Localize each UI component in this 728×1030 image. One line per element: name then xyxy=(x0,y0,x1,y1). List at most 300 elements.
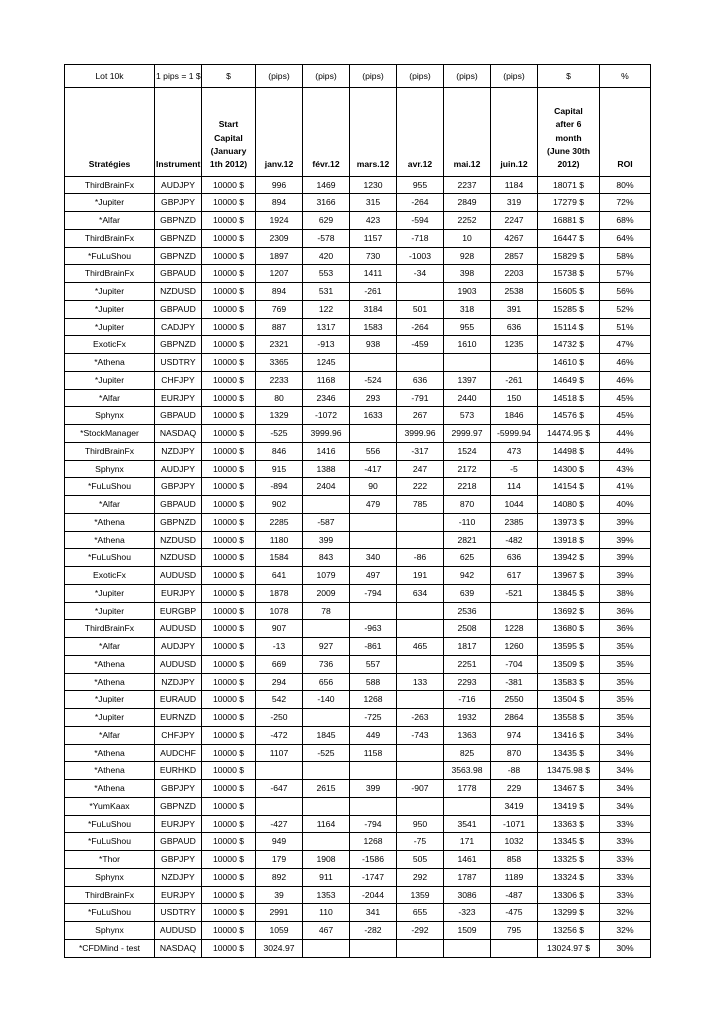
table-cell: NASDAQ xyxy=(155,425,202,443)
table-cell: 10000 $ xyxy=(202,673,256,691)
table-cell: 293 xyxy=(350,389,397,407)
table-cell xyxy=(350,513,397,531)
table-row xyxy=(65,407,651,425)
table-cell: -282 xyxy=(350,922,397,940)
unit-cell: 1 pips = 1 $ xyxy=(155,65,202,88)
table-cell: 1268 xyxy=(350,833,397,851)
table-cell: 3024.97 xyxy=(256,939,303,957)
table-cell: -716 xyxy=(444,691,491,709)
table-cell: 13558 $ xyxy=(538,709,600,727)
table-cell: -913 xyxy=(303,336,350,354)
table-row xyxy=(65,460,651,478)
table-cell: 13306 $ xyxy=(538,886,600,904)
table-cell: 14610 $ xyxy=(538,354,600,372)
table-cell: 10000 $ xyxy=(202,549,256,567)
table-cell xyxy=(397,354,444,372)
table-cell xyxy=(350,354,397,372)
table-cell: 38% xyxy=(600,584,651,602)
table-cell: -647 xyxy=(256,780,303,798)
table-cell: EURJPY xyxy=(155,584,202,602)
table-cell: 14576 $ xyxy=(538,407,600,425)
table-row xyxy=(65,531,651,549)
table-cell xyxy=(350,602,397,620)
table-cell: ThirdBrainFx xyxy=(65,176,155,194)
table-cell: Sphynx xyxy=(65,922,155,940)
table-cell: *Alfar xyxy=(65,389,155,407)
table-cell: 80% xyxy=(600,176,651,194)
table-cell: ThirdBrainFx xyxy=(65,229,155,247)
table-cell: 10000 $ xyxy=(202,815,256,833)
table-cell: 942 xyxy=(444,567,491,585)
table-cell: 3086 xyxy=(444,886,491,904)
table-cell: GBPAUD xyxy=(155,300,202,318)
table-cell: CADJPY xyxy=(155,318,202,336)
table-cell: 2849 xyxy=(444,194,491,212)
table-cell: 542 xyxy=(256,691,303,709)
table-cell xyxy=(397,602,444,620)
table-cell: 13324 $ xyxy=(538,868,600,886)
table-cell: 2251 xyxy=(444,655,491,673)
table-cell: 423 xyxy=(350,212,397,230)
table-cell: *Jupiter xyxy=(65,194,155,212)
table-cell: EURJPY xyxy=(155,815,202,833)
table-cell: 13918 $ xyxy=(538,531,600,549)
table-cell: 15605 $ xyxy=(538,283,600,301)
table-cell: 656 xyxy=(303,673,350,691)
table-cell: *Jupiter xyxy=(65,371,155,389)
table-cell: 639 xyxy=(444,584,491,602)
table-cell: 13256 $ xyxy=(538,922,600,940)
table-cell: 1230 xyxy=(350,176,397,194)
table-cell: 634 xyxy=(397,584,444,602)
table-cell: 33% xyxy=(600,886,651,904)
table-cell: 1846 xyxy=(491,407,538,425)
table-cell: Sphynx xyxy=(65,868,155,886)
table-cell: 13680 $ xyxy=(538,620,600,638)
table-cell: 974 xyxy=(491,726,538,744)
table-cell: -791 xyxy=(397,389,444,407)
table-cell xyxy=(491,602,538,620)
table-cell: AUDUSD xyxy=(155,620,202,638)
table-cell: 10000 $ xyxy=(202,336,256,354)
table-cell: *FuLuShou xyxy=(65,247,155,265)
table-cell: 14474.95 $ xyxy=(538,425,600,443)
table-cell: *Alfar xyxy=(65,212,155,230)
table-cell: -264 xyxy=(397,194,444,212)
table-cell: 39% xyxy=(600,531,651,549)
table-cell: *FuLuShou xyxy=(65,833,155,851)
table-cell: 17279 $ xyxy=(538,194,600,212)
table-cell: 10000 $ xyxy=(202,371,256,389)
table-cell: 36% xyxy=(600,602,651,620)
table-cell: 39% xyxy=(600,549,651,567)
table-cell: 10000 $ xyxy=(202,584,256,602)
table-cell: Sphynx xyxy=(65,407,155,425)
table-cell: 1059 xyxy=(256,922,303,940)
table-cell: *Jupiter xyxy=(65,300,155,318)
table-cell: 2821 xyxy=(444,531,491,549)
table-cell: 2536 xyxy=(444,602,491,620)
table-cell: 13583 $ xyxy=(538,673,600,691)
table-cell: 2293 xyxy=(444,673,491,691)
table-cell: 315 xyxy=(350,194,397,212)
header-roi: ROI xyxy=(600,105,651,176)
table-cell xyxy=(303,939,350,957)
table-cell: 1317 xyxy=(303,318,350,336)
table-cell: 629 xyxy=(303,212,350,230)
table-cell: 10000 $ xyxy=(202,212,256,230)
table-cell: 10000 $ xyxy=(202,247,256,265)
table-cell: -1071 xyxy=(491,815,538,833)
table-cell: 14518 $ xyxy=(538,389,600,407)
header-line: 1th 2012) xyxy=(209,159,248,170)
table-cell: -5 xyxy=(491,460,538,478)
table-cell: 13345 $ xyxy=(538,833,600,851)
table-row xyxy=(65,726,651,744)
table-cell xyxy=(444,354,491,372)
table-cell: 1388 xyxy=(303,460,350,478)
table-cell: -1747 xyxy=(350,868,397,886)
table-cell xyxy=(397,691,444,709)
table-cell: NZDJPY xyxy=(155,868,202,886)
table-row xyxy=(65,194,651,212)
table-cell xyxy=(303,620,350,638)
table-cell xyxy=(350,425,397,443)
table-cell: NZDJPY xyxy=(155,673,202,691)
table-cell: 420 xyxy=(303,247,350,265)
table-cell: 133 xyxy=(397,673,444,691)
table-cell: CHFJPY xyxy=(155,726,202,744)
header-start-capital xyxy=(202,105,256,176)
table-cell xyxy=(491,939,538,957)
table-cell: 1168 xyxy=(303,371,350,389)
header-line: month xyxy=(555,132,582,143)
table-cell: 13475.98 $ xyxy=(538,762,600,780)
table-cell: 1845 xyxy=(303,726,350,744)
table-cell: ThirdBrainFx xyxy=(65,620,155,638)
table-cell: 870 xyxy=(444,496,491,514)
table-cell: 1079 xyxy=(303,567,350,585)
table-cell: 911 xyxy=(303,868,350,886)
table-cell: 2285 xyxy=(256,513,303,531)
table-cell: -907 xyxy=(397,780,444,798)
table-cell: 10000 $ xyxy=(202,407,256,425)
table-cell: 13504 $ xyxy=(538,691,600,709)
table-row xyxy=(65,336,651,354)
table-cell: 13325 $ xyxy=(538,851,600,869)
unit-cell: $ xyxy=(538,65,600,88)
unit-cell: (pips) xyxy=(350,65,397,88)
table-cell: 1078 xyxy=(256,602,303,620)
table-cell: 10 xyxy=(444,229,491,247)
table-cell: *FuLuShou xyxy=(65,815,155,833)
table-cell: 16881 $ xyxy=(538,212,600,230)
table-cell: -250 xyxy=(256,709,303,727)
table-cell: 785 xyxy=(397,496,444,514)
table-cell: 505 xyxy=(397,851,444,869)
table-cell: 2321 xyxy=(256,336,303,354)
table-cell: 30% xyxy=(600,939,651,957)
table-cell: ExoticFx xyxy=(65,567,155,585)
table-cell: 557 xyxy=(350,655,397,673)
table-cell: 10000 $ xyxy=(202,513,256,531)
header-capital-after xyxy=(538,105,600,176)
header-month: mars.12 xyxy=(350,105,397,176)
table-cell: -381 xyxy=(491,673,538,691)
unit-cell: $ xyxy=(202,65,256,88)
table-cell: *FuLuShou xyxy=(65,478,155,496)
table-cell: 41% xyxy=(600,478,651,496)
table-cell: 1260 xyxy=(491,638,538,656)
table-cell: 473 xyxy=(491,442,538,460)
table-cell: -963 xyxy=(350,620,397,638)
table-cell: 14498 $ xyxy=(538,442,600,460)
table-cell: 573 xyxy=(444,407,491,425)
table-cell: 636 xyxy=(491,549,538,567)
unit-cell: (pips) xyxy=(444,65,491,88)
table-cell: *YumKaax xyxy=(65,797,155,815)
table-cell: Sphynx xyxy=(65,460,155,478)
table-cell: 2247 xyxy=(491,212,538,230)
table-cell: 10000 $ xyxy=(202,726,256,744)
table-cell: 267 xyxy=(397,407,444,425)
table-cell: 843 xyxy=(303,549,350,567)
table-cell: -743 xyxy=(397,726,444,744)
table-cell: 16447 $ xyxy=(538,229,600,247)
table-cell: *StockManager xyxy=(65,425,155,443)
table-cell: *Athena xyxy=(65,513,155,531)
table-cell: -317 xyxy=(397,442,444,460)
table-cell: 636 xyxy=(491,318,538,336)
table-cell: -587 xyxy=(303,513,350,531)
table-cell: AUDCHF xyxy=(155,744,202,762)
table-row xyxy=(65,354,651,372)
table-cell: AUDUSD xyxy=(155,567,202,585)
table-cell: *Alfar xyxy=(65,726,155,744)
table-cell: *Athena xyxy=(65,354,155,372)
header-line: (January xyxy=(210,145,247,156)
table-cell: 46% xyxy=(600,371,651,389)
table-cell: 15114 $ xyxy=(538,318,600,336)
table-cell: 10000 $ xyxy=(202,922,256,940)
table-cell: AUDUSD xyxy=(155,922,202,940)
table-cell: 2550 xyxy=(491,691,538,709)
table-cell: 2309 xyxy=(256,229,303,247)
table-cell: 13363 $ xyxy=(538,815,600,833)
table-cell xyxy=(397,531,444,549)
table-cell: 47% xyxy=(600,336,651,354)
table-cell: 1397 xyxy=(444,371,491,389)
table-cell: *Jupiter xyxy=(65,709,155,727)
table-row xyxy=(65,283,651,301)
table-cell: 294 xyxy=(256,673,303,691)
table-cell: USDTRY xyxy=(155,904,202,922)
table-cell: -88 xyxy=(491,762,538,780)
table-cell: 2508 xyxy=(444,620,491,638)
table-cell: 3184 xyxy=(350,300,397,318)
table-cell xyxy=(397,762,444,780)
table-cell: 588 xyxy=(350,673,397,691)
table-cell: 40% xyxy=(600,496,651,514)
table-row xyxy=(65,655,651,673)
table-cell: 3999.96 xyxy=(397,425,444,443)
table-cell: 10000 $ xyxy=(202,283,256,301)
table-cell: 14080 $ xyxy=(538,496,600,514)
table-cell: 1817 xyxy=(444,638,491,656)
table-cell: 636 xyxy=(397,371,444,389)
table-cell: *Jupiter xyxy=(65,584,155,602)
table-cell: 15738 $ xyxy=(538,265,600,283)
unit-cell: (pips) xyxy=(256,65,303,88)
table-cell: 34% xyxy=(600,744,651,762)
table-cell: -75 xyxy=(397,833,444,851)
table-cell: 2252 xyxy=(444,212,491,230)
table-row xyxy=(65,212,651,230)
table-cell: 34% xyxy=(600,797,651,815)
table-cell: 13845 $ xyxy=(538,584,600,602)
table-cell: -794 xyxy=(350,584,397,602)
table-cell: 171 xyxy=(444,833,491,851)
table-cell: 1157 xyxy=(350,229,397,247)
table-cell: 955 xyxy=(397,176,444,194)
table-cell: 1207 xyxy=(256,265,303,283)
table-cell: 80 xyxy=(256,389,303,407)
table-cell: 191 xyxy=(397,567,444,585)
table-cell: 35% xyxy=(600,691,651,709)
table-cell: GBPJPY xyxy=(155,478,202,496)
table-cell: EURJPY xyxy=(155,886,202,904)
table-cell: ThirdBrainFx xyxy=(65,442,155,460)
table-row xyxy=(65,638,651,656)
table-cell: *Athena xyxy=(65,780,155,798)
table-cell: AUDJPY xyxy=(155,176,202,194)
table-cell: GBPAUD xyxy=(155,265,202,283)
table-cell: 57% xyxy=(600,265,651,283)
table-cell: 10000 $ xyxy=(202,638,256,656)
table-cell: 2203 xyxy=(491,265,538,283)
table-cell: 2385 xyxy=(491,513,538,531)
table-cell: 33% xyxy=(600,833,651,851)
table-cell: 2009 xyxy=(303,584,350,602)
table-cell: 1469 xyxy=(303,176,350,194)
table-cell: 319 xyxy=(491,194,538,212)
table-cell: 33% xyxy=(600,851,651,869)
table-cell: ExoticFx xyxy=(65,336,155,354)
table-cell: 915 xyxy=(256,460,303,478)
table-cell: 14154 $ xyxy=(538,478,600,496)
table-cell: 35% xyxy=(600,709,651,727)
table-cell: 1164 xyxy=(303,815,350,833)
table-cell: ThirdBrainFx xyxy=(65,265,155,283)
table-cell: EURJPY xyxy=(155,389,202,407)
header-instrument: Instrument xyxy=(155,105,202,176)
table-cell: 556 xyxy=(350,442,397,460)
table-cell: 2857 xyxy=(491,247,538,265)
unit-cell: (pips) xyxy=(491,65,538,88)
table-cell: 795 xyxy=(491,922,538,940)
table-cell: *Alfar xyxy=(65,496,155,514)
table-cell: 1610 xyxy=(444,336,491,354)
table-cell: 10000 $ xyxy=(202,300,256,318)
table-row xyxy=(65,851,651,869)
table-cell xyxy=(303,709,350,727)
table-cell: -525 xyxy=(303,744,350,762)
table-cell: *Jupiter xyxy=(65,602,155,620)
table-cell: 894 xyxy=(256,194,303,212)
table-cell: 222 xyxy=(397,478,444,496)
table-cell: *FuLuShou xyxy=(65,904,155,922)
header-row xyxy=(65,105,651,176)
table-cell: 1044 xyxy=(491,496,538,514)
table-cell: 1107 xyxy=(256,744,303,762)
table-cell: 1908 xyxy=(303,851,350,869)
table-cell: 1359 xyxy=(397,886,444,904)
unit-cell: (pips) xyxy=(303,65,350,88)
table-cell: 1180 xyxy=(256,531,303,549)
table-cell: -725 xyxy=(350,709,397,727)
table-cell: 894 xyxy=(256,283,303,301)
table-cell: 825 xyxy=(444,744,491,762)
table-cell: NASDAQ xyxy=(155,939,202,957)
table-cell: 641 xyxy=(256,567,303,585)
table-row xyxy=(65,584,651,602)
table-cell: 858 xyxy=(491,851,538,869)
table-cell: 10000 $ xyxy=(202,425,256,443)
table-cell xyxy=(350,939,397,957)
performance-table xyxy=(64,64,650,958)
table-cell: NZDUSD xyxy=(155,283,202,301)
table-cell: 10000 $ xyxy=(202,851,256,869)
table-cell: NZDJPY xyxy=(155,442,202,460)
table-cell: 1778 xyxy=(444,780,491,798)
table-row xyxy=(65,673,651,691)
table-cell: 870 xyxy=(491,744,538,762)
table-cell: 10000 $ xyxy=(202,886,256,904)
table-cell: 45% xyxy=(600,389,651,407)
table-cell: 1363 xyxy=(444,726,491,744)
table-cell: 927 xyxy=(303,638,350,656)
table-cell: 1924 xyxy=(256,212,303,230)
table-row xyxy=(65,602,651,620)
table-cell: 56% xyxy=(600,283,651,301)
table-cell: 13024.97 $ xyxy=(538,939,600,957)
table-cell: NZDUSD xyxy=(155,549,202,567)
table-cell: 10000 $ xyxy=(202,744,256,762)
table-cell: 122 xyxy=(303,300,350,318)
table-cell: 996 xyxy=(256,176,303,194)
table-cell: -264 xyxy=(397,318,444,336)
spacer-row xyxy=(65,88,651,106)
table-cell: -525 xyxy=(256,425,303,443)
table-cell xyxy=(397,797,444,815)
table-cell: 950 xyxy=(397,815,444,833)
table-cell: 1878 xyxy=(256,584,303,602)
table-cell: 35% xyxy=(600,673,651,691)
table-cell: 10000 $ xyxy=(202,655,256,673)
table-cell: 110 xyxy=(303,904,350,922)
table-cell: 10000 $ xyxy=(202,478,256,496)
table-cell: 479 xyxy=(350,496,397,514)
table-cell xyxy=(397,513,444,531)
table-cell: 3419 xyxy=(491,797,538,815)
table-cell: -2044 xyxy=(350,886,397,904)
table-row xyxy=(65,229,651,247)
table-cell: -524 xyxy=(350,371,397,389)
table-row xyxy=(65,513,651,531)
table-cell: 14649 $ xyxy=(538,371,600,389)
table-cell: 2237 xyxy=(444,176,491,194)
table-cell: 14300 $ xyxy=(538,460,600,478)
